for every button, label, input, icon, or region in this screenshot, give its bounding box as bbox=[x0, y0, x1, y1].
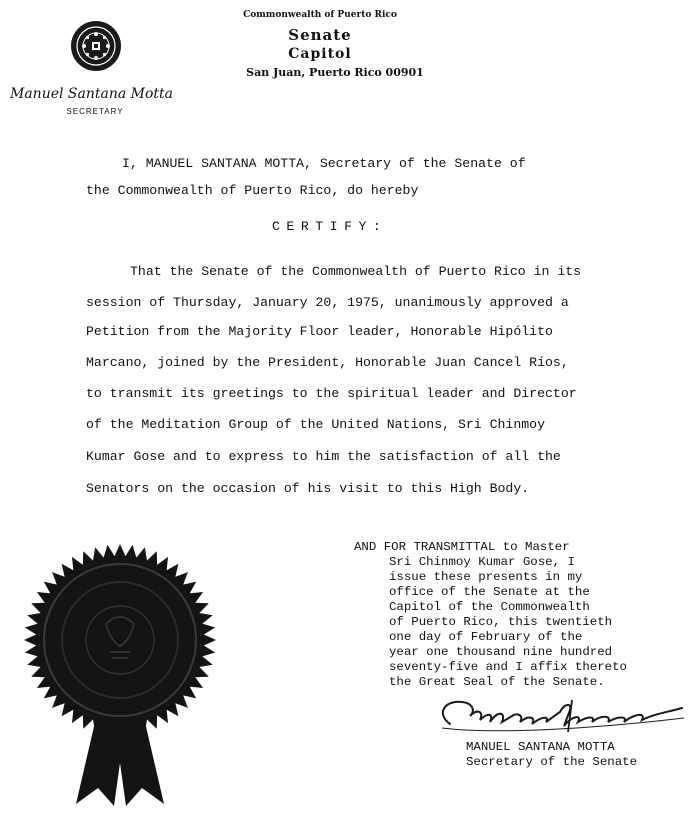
paragraph-line: to transmit its greetings to the spiritual leader and Director bbox=[86, 386, 577, 401]
transmittal-line: of Puerto Rico, this twentieth bbox=[389, 615, 613, 629]
letterhead-address: San Juan, Puerto Rico 00901 bbox=[246, 66, 424, 79]
signature-title: Secretary of the Senate bbox=[466, 755, 638, 769]
paragraph-line: Senators on the occasion of his visit to this High Body. bbox=[86, 481, 530, 496]
intro-line-2: the Commonwealth of Puerto Rico, do hereby bbox=[86, 183, 419, 198]
transmittal-line: the Great Seal of the Senate. bbox=[389, 675, 605, 689]
paragraph-line: That the Senate of the Commonwealth of Puerto Rico in its bbox=[130, 264, 582, 279]
transmittal-line: one day of February of the bbox=[389, 630, 583, 644]
transmittal-line: AND FOR TRANSMITTAL to Master bbox=[354, 540, 570, 554]
paragraph-line: Kumar Gose and to express to him the satisfaction of all the bbox=[86, 449, 561, 464]
letterhead-commonwealth: Commonwealth of Puerto Rico bbox=[243, 10, 397, 20]
great-seal-icon bbox=[20, 542, 220, 812]
senate-emblem-icon bbox=[70, 20, 122, 72]
letterhead-senate: Senate bbox=[288, 26, 352, 44]
secretary-title-heading: SECRETARY bbox=[66, 107, 124, 116]
secretary-name-heading: Manuel Santana Motta bbox=[10, 86, 174, 102]
intro-line-1: I, MANUEL SANTANA MOTTA, Secretary of the Senate of bbox=[122, 156, 526, 171]
transmittal-line: office of the Senate at the bbox=[389, 585, 590, 599]
transmittal-line: seventy-five and I affix thereto bbox=[389, 660, 627, 674]
transmittal-line: issue these presents in my bbox=[389, 570, 583, 584]
paragraph-line: session of Thursday, January 20, 1975, unanimously approved a bbox=[86, 295, 569, 310]
signature-name: MANUEL SANTANA MOTTA bbox=[466, 740, 615, 754]
paragraph-line: Marcano, joined by the President, Honorable Juan Cancel Ríos, bbox=[86, 355, 569, 370]
transmittal-line: year one thousand nine hundred bbox=[389, 645, 613, 659]
transmittal-line: Sri Chinmoy Kumar Gose, I bbox=[389, 555, 575, 569]
transmittal-line: Capitol of the Commonwealth bbox=[389, 600, 590, 614]
letterhead-capitol: Capitol bbox=[288, 46, 352, 62]
paragraph-line: Petition from the Majority Floor leader, Honorable Hipólito bbox=[86, 324, 553, 339]
certify-heading: CERTIFY: bbox=[272, 219, 388, 234]
signature-icon bbox=[432, 694, 692, 738]
paragraph-line: of the Meditation Group of the United Nations, Sri Chinmoy bbox=[86, 417, 545, 432]
